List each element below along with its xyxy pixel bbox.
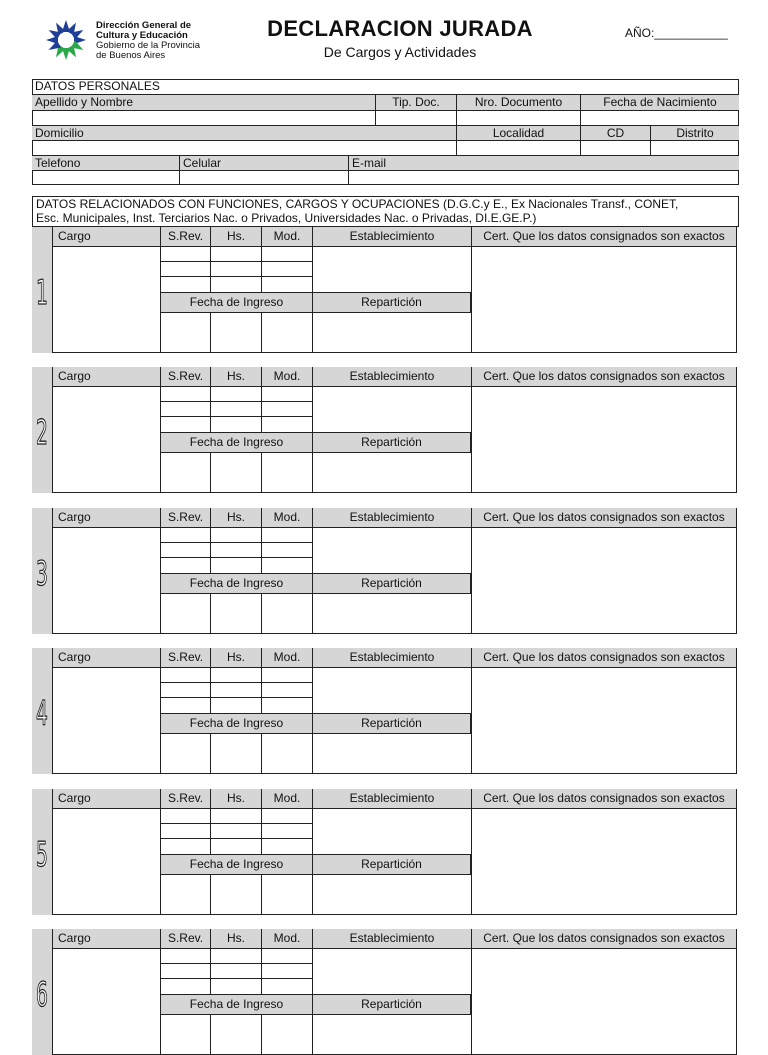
col-establecimiento: Establecimiento bbox=[312, 367, 471, 387]
col-srev: S.Rev. bbox=[160, 929, 210, 949]
block-number-cell bbox=[32, 367, 53, 493]
col-cargo: Cargo bbox=[58, 369, 91, 383]
telefono-field[interactable] bbox=[32, 170, 179, 185]
tip-doc-field[interactable] bbox=[375, 110, 456, 125]
col-srev: S.Rev. bbox=[160, 789, 210, 809]
col-hs: Hs. bbox=[210, 648, 261, 668]
establecimiento-field[interactable] bbox=[313, 528, 470, 572]
col-mod: Mod. bbox=[261, 648, 312, 668]
organization-name bbox=[96, 21, 200, 61]
personal-data-table bbox=[32, 79, 739, 185]
cargo-field[interactable] bbox=[54, 528, 159, 633]
col-cert: Cert. Que los datos consignados son exactos bbox=[471, 789, 736, 809]
cargos-title-line-1: DATOS RELACIONADOS CON FUNCIONES, CARGOS Y OCUPACIONES (D.G.C.y E., Ex Nacionales Transf., CONET, bbox=[36, 197, 679, 211]
label-fecha-ingreso: Fecha de Ingreso bbox=[160, 292, 312, 313]
col-cargo: Cargo bbox=[58, 931, 91, 945]
col-cert: Cert. Que los datos consignados son exactos bbox=[471, 648, 736, 668]
col-establecimiento: Establecimiento bbox=[312, 227, 471, 247]
col-cert: Cert. Que los datos consignados son exactos bbox=[471, 227, 736, 247]
col-hs: Hs. bbox=[210, 227, 261, 247]
label-fecha-ingreso: Fecha de Ingreso bbox=[160, 573, 312, 594]
col-mod: Mod. bbox=[261, 367, 312, 387]
label-apellido: Apellido y Nombre bbox=[32, 94, 375, 110]
label-domicilio: Domicilio bbox=[32, 125, 456, 140]
org-line-2: Cultura y Educación bbox=[96, 30, 188, 41]
col-srev: S.Rev. bbox=[160, 508, 210, 528]
cargo-block-1 bbox=[32, 227, 737, 353]
cargo-field[interactable] bbox=[54, 668, 159, 773]
label-fecha-ingreso: Fecha de Ingreso bbox=[160, 854, 312, 875]
cert-signature-field[interactable] bbox=[472, 949, 735, 1054]
apellido-field[interactable] bbox=[32, 110, 375, 125]
col-hs: Hs. bbox=[210, 929, 261, 949]
label-reparticion: Repartición bbox=[312, 994, 471, 1015]
label-reparticion: Repartición bbox=[312, 292, 471, 313]
label-reparticion: Repartición bbox=[312, 713, 471, 734]
establecimiento-field[interactable] bbox=[313, 809, 470, 853]
label-email: E-mail bbox=[348, 155, 739, 170]
page-title: DECLARACION JURADA bbox=[267, 16, 533, 41]
col-mod: Mod. bbox=[261, 929, 312, 949]
cargo-block-5 bbox=[32, 789, 737, 915]
col-mod: Mod. bbox=[261, 508, 312, 528]
block-number: 5 bbox=[36, 835, 48, 875]
col-cert: Cert. Que los datos consignados son exactos bbox=[471, 508, 736, 528]
org-line-4: de Buenos Aires bbox=[96, 50, 166, 61]
label-reparticion: Repartición bbox=[312, 573, 471, 594]
block-number: 2 bbox=[36, 413, 48, 453]
label-celular: Celular bbox=[179, 155, 348, 170]
cert-signature-field[interactable] bbox=[472, 668, 735, 773]
label-fecha-ingreso: Fecha de Ingreso bbox=[160, 432, 312, 453]
cargo-block-3 bbox=[32, 508, 737, 634]
personal-section-title: DATOS PERSONALES bbox=[35, 79, 160, 93]
celular-field[interactable] bbox=[179, 170, 348, 185]
col-establecimiento: Establecimiento bbox=[312, 648, 471, 668]
col-cert: Cert. Que los datos consignados son exactos bbox=[471, 367, 736, 387]
cargos-section-title bbox=[32, 196, 739, 227]
year-field-label[interactable]: AÑO:___________ bbox=[625, 26, 728, 40]
cargo-field[interactable] bbox=[54, 809, 159, 914]
cargo-block-6 bbox=[32, 929, 737, 1055]
col-cargo: Cargo bbox=[58, 791, 91, 805]
label-tip-doc: Tip. Doc. bbox=[375, 94, 456, 110]
cargo-block-2 bbox=[32, 367, 737, 493]
cert-signature-field[interactable] bbox=[472, 247, 735, 352]
col-srev: S.Rev. bbox=[160, 227, 210, 247]
block-number-cell bbox=[32, 508, 53, 634]
block-number: 1 bbox=[36, 273, 48, 313]
establecimiento-field[interactable] bbox=[313, 949, 470, 993]
col-srev: S.Rev. bbox=[160, 367, 210, 387]
col-hs: Hs. bbox=[210, 508, 261, 528]
province-logo-icon bbox=[44, 18, 88, 62]
domicilio-field[interactable] bbox=[32, 140, 456, 155]
col-mod: Mod. bbox=[261, 227, 312, 247]
label-fecha-ingreso: Fecha de Ingreso bbox=[160, 713, 312, 734]
localidad-field[interactable] bbox=[456, 140, 580, 155]
label-reparticion: Repartición bbox=[312, 854, 471, 875]
establecimiento-field[interactable] bbox=[313, 387, 470, 431]
col-hs: Hs. bbox=[210, 789, 261, 809]
cd-field[interactable] bbox=[580, 140, 650, 155]
distrito-field[interactable] bbox=[650, 140, 739, 155]
cargo-field[interactable] bbox=[54, 247, 159, 352]
block-number-cell bbox=[32, 789, 53, 915]
label-nro-doc: Nro. Documento bbox=[456, 94, 580, 110]
label-fecha-ingreso: Fecha de Ingreso bbox=[160, 994, 312, 1015]
col-srev: S.Rev. bbox=[160, 648, 210, 668]
org-line-1: Dirección General de bbox=[96, 20, 192, 31]
org-line-3: Gobierno de la Provincia bbox=[96, 40, 201, 51]
fecha-nac-field[interactable] bbox=[580, 110, 739, 125]
col-cargo: Cargo bbox=[58, 510, 91, 524]
label-cd: CD bbox=[580, 125, 650, 140]
block-number-cell bbox=[32, 929, 53, 1055]
establecimiento-field[interactable] bbox=[313, 668, 470, 712]
block-number-cell bbox=[32, 227, 53, 353]
col-establecimiento: Establecimiento bbox=[312, 929, 471, 949]
col-cargo: Cargo bbox=[58, 650, 91, 664]
cert-signature-field[interactable] bbox=[472, 809, 735, 914]
col-establecimiento: Establecimiento bbox=[312, 508, 471, 528]
label-localidad: Localidad bbox=[456, 125, 580, 140]
cargo-block-4 bbox=[32, 648, 737, 774]
cargos-title-line-2: Esc. Municipales, Inst. Terciarios Nac. o Privados, Universidades Nac. o Privadas, DI.E.GE.P.) bbox=[36, 211, 537, 225]
nro-doc-field[interactable] bbox=[456, 110, 580, 125]
cert-signature-field[interactable] bbox=[472, 387, 735, 492]
label-reparticion: Repartición bbox=[312, 432, 471, 453]
block-number-cell bbox=[32, 648, 53, 774]
block-number: 3 bbox=[36, 554, 48, 594]
col-cert: Cert. Que los datos consignados son exactos bbox=[471, 929, 736, 949]
cargo-field[interactable] bbox=[54, 949, 159, 1054]
col-cargo: Cargo bbox=[58, 229, 91, 243]
block-number: 4 bbox=[36, 694, 48, 734]
cert-signature-field[interactable] bbox=[472, 528, 735, 633]
page-subtitle: De Cargos y Actividades bbox=[323, 44, 477, 60]
label-fecha-nac: Fecha de Nacimiento bbox=[580, 94, 739, 110]
col-establecimiento: Establecimiento bbox=[312, 789, 471, 809]
col-hs: Hs. bbox=[210, 367, 261, 387]
email-field[interactable] bbox=[348, 170, 739, 185]
col-mod: Mod. bbox=[261, 789, 312, 809]
block-number: 6 bbox=[36, 975, 48, 1015]
cargo-field[interactable] bbox=[54, 387, 159, 492]
label-distrito: Distrito bbox=[650, 125, 739, 140]
label-telefono: Telefono bbox=[32, 155, 179, 170]
establecimiento-field[interactable] bbox=[313, 247, 470, 291]
